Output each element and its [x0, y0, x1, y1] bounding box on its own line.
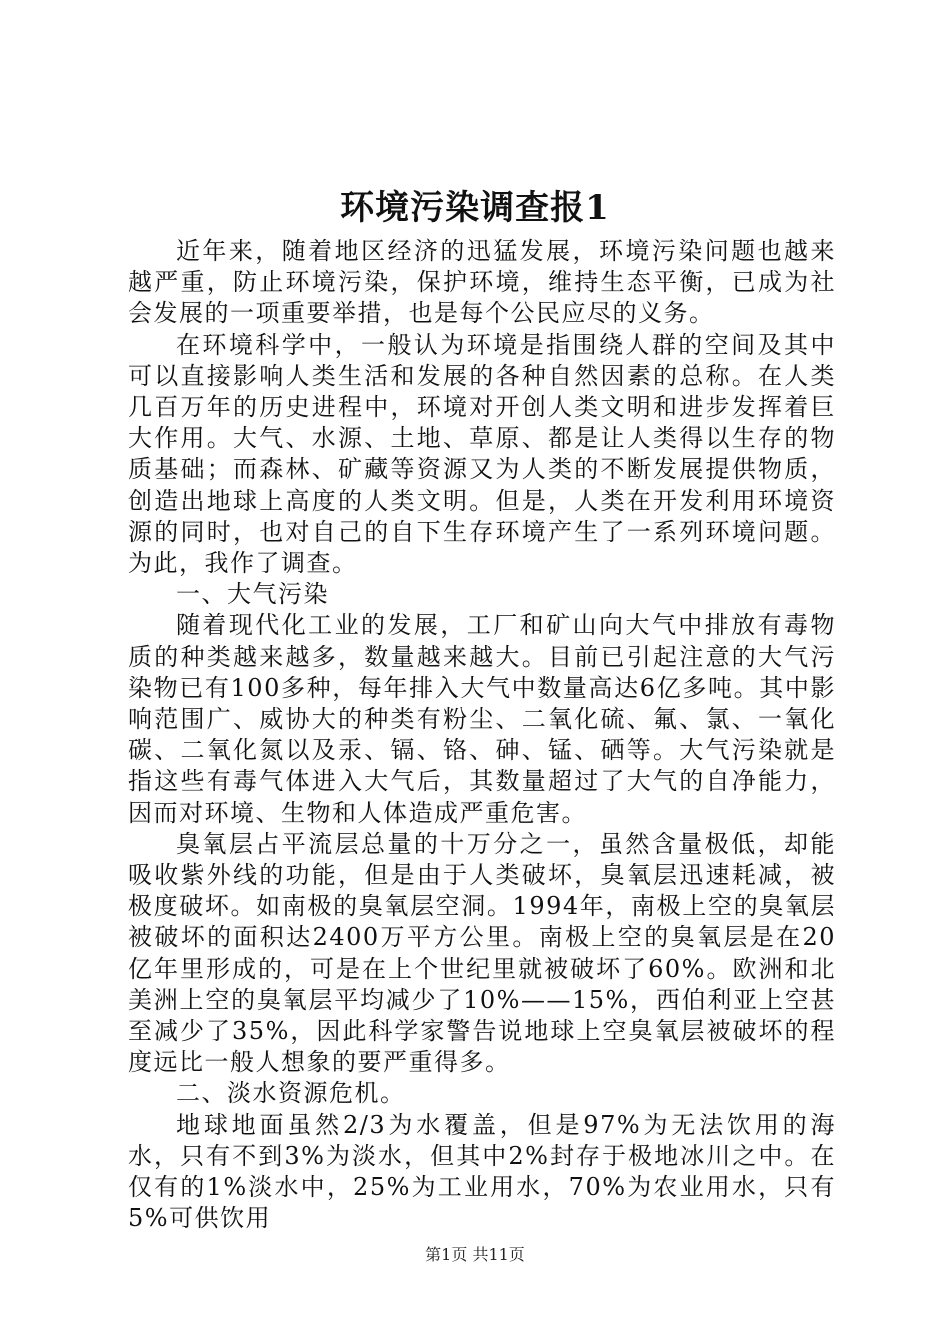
paragraph-ozone-layer: 臭氧层占平流层总量的十万分之一，虽然含量极低，却能吸收紫外线的功能，但是由于人类破坏，臭氧层迅速耗减，被极度破坏。如南极的臭氧层空洞。1994年，南极上空的臭氧层被破坏的面积达2400万平方公里。南极上空的臭氧层是在20亿年里形成的，可是在上个世纪里就被破坏了60%。欧洲和北美洲上空的臭氧层平均减少了10%——15%，西伯利亚上空甚至减少了35%，因此科学家警告说地球上空臭氧层被破坏的程度远比一般人想象的要严重得多。	[128, 829, 836, 1077]
paragraph-intro: 近年来，随着地区经济的迅猛发展，环境污染问题也越来越严重，防止环境污染，保护环境，维持生态平衡，已成为社会发展的一项重要举措，也是每个公民应尽的义务。	[128, 237, 836, 328]
section-heading-freshwater-crisis: 二、淡水资源危机。	[176, 1079, 406, 1108]
document-body	[128, 236, 836, 1235]
paragraph-environment-science: 在环境科学中，一般认为环境是指围绕人群的空间及其中可以直接影响人类生活和发展的各种自然因素的总称。在人类几百万年的历史进程中，环境对开创人类文明和进步发挥着巨大作用。大气、水源、土地、草原、都是让人类得以生存的物质基础；而森林、矿藏等资源又为人类的不断发展提供物质，创造出地球上高度的人类文明。但是，人类在开发利用环境资源的同时，也对自己的自下生存环境产生了一系列环境问题。为此，我作了调查。	[128, 330, 836, 578]
section-heading-air-pollution: 一、大气污染	[176, 580, 329, 609]
paragraph-freshwater: 地球地面虽然2/3为水覆盖，但是97%为无法饮用的海水，只有不到3%为淡水，但其中2%封存于极地冰川之中。在仅有的1%淡水中，25%为工业用水，70%为农业用水，只有5%可供饮用	[128, 1110, 836, 1233]
page-footer: 第1页 共11页	[425, 1245, 525, 1264]
document-title: 环境污染调查报1	[340, 188, 610, 228]
paragraph-air-pollution: 随着现代化工业的发展，工厂和矿山向大气中排放有毒物质的种类越来越多，数量越来越大。目前已引起注意的大气污染物已有100多种，每年排入大气中数量高达6亿多吨。其中影响范围广、威协大的种类有粉尘、二氧化硫、氟、氯、一氧化碳、二氧化氮以及汞、镉、铬、砷、锰、硒等。大气污染就是指这些有毒气体进入大气后，其数量超过了大气的自净能力，因而对环境、生物和人体造成严重危害。	[128, 611, 836, 827]
